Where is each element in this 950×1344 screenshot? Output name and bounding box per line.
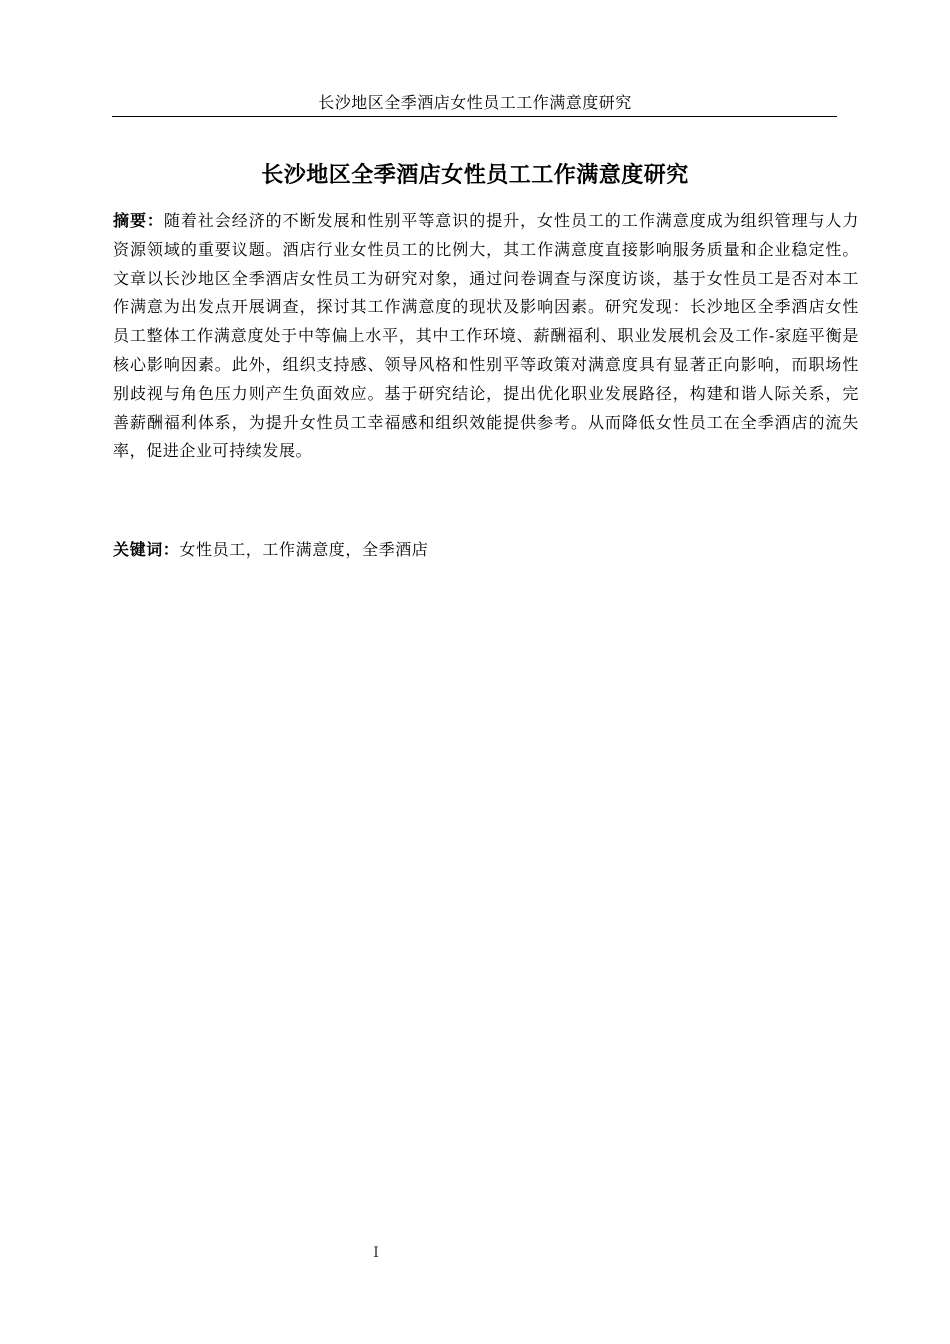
keywords-line [113, 536, 859, 564]
page-number: I [373, 1245, 379, 1261]
abstract-text: 随着社会经济的不断发展和性别平等意识的提升，女性员工的工作满意度成为组织管理与人力资源领域的重要议题。酒店行业女性员工的比例大，其工作满意度直接影响服务质量和企业稳定性。文章以长沙地区全季酒店女性员工为研究对象，通过问卷调查与深度访谈，基于女性员工是否对本工作满意为出发点开展调查，探讨其工作满意度的现状及影响因素。研究发现：长沙地区全季酒店女性员工整体工作满意度处于中等偏上水平，其中工作环境、薪酬福利、职业发展机会及工作-家庭平衡是核心影响因素。此外，组织支持感、领导风格和性别平等政策对满意度具有显著正向影响，而职场性别歧视与角色压力则产生负面效应。基于研究结论，提出优化职业发展路径，构建和谐人际关系，完善薪酬福利体系，为提升女性员工幸福感和组织效能提供参考。从而降低女性员工在全季酒店的流失率，促进企业可持续发展。 [113, 211, 859, 461]
header-divider [112, 116, 837, 117]
abstract-label: 摘要： [113, 211, 164, 230]
document-title: 长沙地区全季酒店女性员工工作满意度研究 [261, 163, 689, 188]
keywords-label: 关键词： [113, 540, 180, 559]
running-header: 长沙地区全季酒店女性员工工作满意度研究 [318, 93, 632, 112]
abstract-paragraph [113, 207, 859, 466]
keywords-text: 女性员工，工作满意度，全季酒店 [179, 540, 429, 559]
